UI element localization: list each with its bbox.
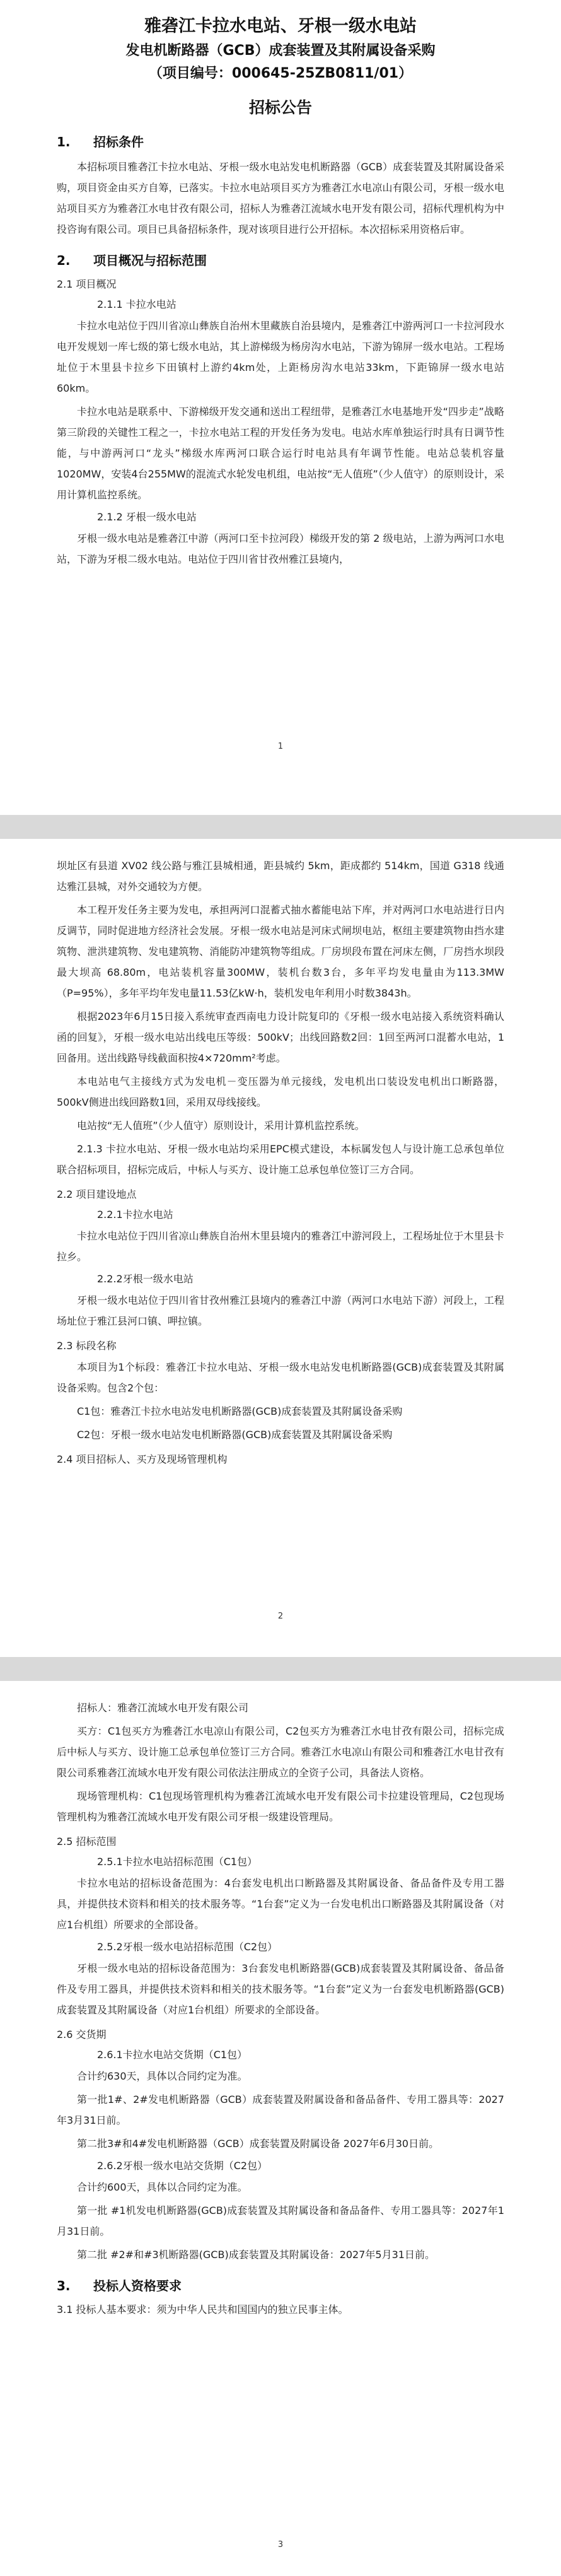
paragraph-2-5-1: 卡拉水电站的招标设备范围为：4台套发电机出口断路器及其附属设备、备品备件及专用工器具，并提供技术资料和相关的技术服务等。“1台套”定义为一台发电机出口断路器及其附属设备（对应1台机组）所要求的全部设备。 (57, 1877, 504, 1931)
page-number-2: 2 (277, 1612, 284, 1621)
subsection-2-1-1: 2.1.1 卡拉水电站 (97, 298, 176, 310)
paragraph-2-3-c2: C2包：牙根一级水电站发电机断路器(GCB)成套装置及其附属设备采购 (77, 1429, 393, 1441)
subsection-2-2: 2.2 项目建设地点 (57, 1188, 137, 1200)
subsection-2-3: 2.3 标段名称 (57, 1340, 117, 1352)
paragraph-2-1-1-b: 卡拉水电站是联系中、下游梯级开发交通和送出工程纽带，是雅砻江水电基地开发“四步走”战略第三阶段的关键性工程之一，卡拉水电站工程的开发任务为发电。电站水库单独运行时具有日调节性能，与中游两河口“龙头”梯级水库两河口联合运行时电站具有年调节性能。电站总装机容量1020MW，安装4台255MW的混流式水轮发电机组，电站按“无人值班”（少人值守）的原则设计，采用计算机监控系统。 (57, 406, 504, 501)
paragraph-2-1-1-a: 卡拉水电站位于四川省凉山彝族自治州木里藏族自治县境内，是雅砻江中游两河口一卡拉河段水电开发规划一库七级的第七级水电站，其上游梯级为杨房沟水电站，下游为锦屏一级水电站。工程场址位于木里县卡拉乡下田镇村上游约4km处，上距杨房沟水电站33km，下距锦屏一级水电站60km。 (57, 320, 504, 394)
paragraph-2-6-1-a: 合计约630天，具体以合同约定为准。 (77, 2070, 248, 2082)
paragraph-2-1-3: 2.1.3 卡拉水电站、牙根一级水电站均采用EPC模式建设，本标属发包人与设计施工总承包单位联合招标项目，招标完成后，中标人与买方、设计施工总承包单位签订三方合同。 (57, 1143, 504, 1176)
section-3-title: 投标人资格要求 (93, 2278, 182, 2293)
paragraph-2-6-2-c: 第二批 #2#和#3机断路器(GCB)成套装置及其附属设备：2027年5月31日前。 (77, 2249, 435, 2261)
subsection-2-1-2: 2.1.2 牙根一级水电站 (97, 511, 197, 523)
subsection-2-1: 2.1 项目概况 (57, 278, 117, 290)
document-page-1 (0, 0, 561, 815)
section-1-heading (57, 132, 504, 151)
paragraph-2-4-site-management: 现场管理机构：C1包现场管理机构为雅砻江流域水电开发有限公司卡拉建设管理局，C2包现场管理机构为雅砻江流域水电开发有限公司牙根一级建设管理局。 (57, 1790, 504, 1823)
paragraph-2-1-2-e: 本电站电气主接线方式为发电机－变压器为单元接线，发电机出口装设发电机出口断路器，500kV侧进出线回路数1回，采用双母线接线。 (57, 1075, 504, 1108)
project-number: （项目编号：000645-25ZB0811/01） (148, 66, 413, 81)
paragraph-2-1-2-b: 坝址区有县道 XV02 线公路与雅江县城相通，距县城约 5km，距成都约 514km，国道 G318 线通达雅江县城，对外交通较为方便。 (57, 860, 504, 893)
subsection-2-2-1: 2.2.1卡拉水电站 (97, 1209, 173, 1221)
paragraph-2-4-tenderer: 招标人：雅砻江流域水电开发有限公司 (77, 1702, 249, 1714)
document-title-line2: 发电机断路器（GCB）成套装置及其附属设备采购 (125, 43, 436, 59)
paragraph-2-2-1: 卡拉水电站位于四川省凉山彝族自治州木里县境内的雅砻江中游河段上，工程场址位于木里县卡拉乡。 (57, 1230, 504, 1263)
subsection-2-5-1: 2.5.1卡拉水电站招标范围（C1包） (97, 1856, 258, 1868)
subsection-2-4: 2.4 项目招标人、买方及现场管理机构 (57, 1453, 228, 1465)
paragraph-2-4-buyer: 买方：C1包买方为雅砻江水电凉山有限公司，C2包买方为雅砻江水电甘孜有限公司，招标完成后中标人与买方、设计施工总承包单位签订三方合同。雅砻江水电凉山有限公司和雅砻江水电甘孜有限公司系雅砻江流域水电开发有限公司依法注册成立的全资子公司，具备法人资格。 (57, 1725, 504, 1779)
section-2-number: 2. (57, 253, 71, 268)
section-1-number: 1. (57, 134, 71, 149)
paragraph-2-3-c1: C1包：雅砻江卡拉水电站发电机断路器(GCB)成套装置及其附属设备采购 (77, 1405, 403, 1417)
section-3-heading (57, 2276, 504, 2295)
subsection-2-6: 2.6 交货期 (57, 2029, 107, 2040)
paragraph-2-2-2: 牙根一级水电站位于四川省甘孜州雅江县境内的雅砻江中游（两河口水电站下游）河段上，工程场址位于雅江县河口镇、呷拉镇。 (57, 1294, 504, 1327)
paragraph-2-6-2-a: 合计约600天，具体以合同约定为准。 (77, 2181, 248, 2193)
section-1-title: 招标条件 (93, 134, 144, 149)
document-page-2 (0, 839, 561, 1657)
section-2-heading (57, 251, 504, 270)
section-2-title: 项目概况与招标范围 (93, 253, 207, 268)
page-number-1: 1 (277, 742, 284, 751)
paragraph-2-1-2-f: 电站按“无人值班”（少人值守）原则设计，采用计算机监控系统。 (77, 1120, 365, 1132)
subsection-2-6-2: 2.6.2牙根一级水电站交货期（C2包） (97, 2160, 268, 2172)
paragraph-2-1-2-d: 根据2023年6月15日接入系统审查西南电力设计院复印的《牙根一级水电站接入系统资料确认函的回复》，牙根一级水电站出线电压等级：500kV；出线回路数2回：1回至两河口混蓄水电站，1回备用。送出线路导线截面积按4×720mm²考虑。 (57, 1010, 504, 1064)
paragraph-2-6-1-c: 第二批3#和4#发电机断路器（GCB）成套装置及附属设备 2027年6月30日前。 (77, 2138, 439, 2150)
paragraph-2-6-1-b: 第一批1#、2#发电机断路器（GCB）成套装置及附属设备和备品备件、专用工器具等：2027年3月31日前。 (57, 2093, 504, 2126)
paragraph-2-6-2-b: 第一批 #1机发电机断路器(GCB)成套装置及其附属设备和备品备件、专用工器具等：2027年1月31日前。 (57, 2204, 504, 2237)
paragraph-2-3-a: 本项目为1个标段：雅砻江卡拉水电站、牙根一级水电站发电机断路器(GCB)成套装置及其附属设备采购。包含2个包： (57, 1361, 504, 1394)
subsection-2-5-2: 2.5.2牙根一级水电站招标范围（C2包） (97, 1941, 278, 1953)
page-number-3: 3 (277, 2540, 284, 2550)
subsection-2-5: 2.5 招标范围 (57, 1835, 117, 1847)
document-page-3 (0, 1681, 561, 2576)
paragraph-2-1-2-a: 牙根一级水电站是雅砻江中游（两河口至卡拉河段）梯级开发的第 2 级电站，上游为两河口水电站，下游为牙根二级水电站。电站位于四川省甘孜州雅江县境内， (57, 532, 504, 565)
subsection-2-2-2: 2.2.2牙根一级水电站 (97, 1273, 194, 1285)
subsection-3-1: 3.1 投标人基本要求：须为中华人民共和国国内的独立民事主体。 (57, 2304, 349, 2315)
section-3-number: 3. (57, 2278, 71, 2293)
document-title-line1: 雅砻江卡拉水电站、牙根一级水电站 (144, 16, 417, 36)
paragraph-2-5-2: 牙根一级水电站的招标设备范围为：3台套发电机断路器(GCB)成套装置及其附属设备、备品备件及专用工器具，并提供技术资料和相关的技术服务等。“1台套”定义为一台套发电机断路器(GCB)成套装置及其附属设备（对应1台机组）所要求的全部设备。 (57, 1962, 504, 2016)
subsection-2-6-1: 2.6.1卡拉水电站交货期（C1包） (97, 2049, 248, 2061)
paragraph-2-1-2-c: 本工程开发任务主要为发电，承担两河口混蓄式抽水蓄能电站下库，并对两河口水电站进行日内反调节，同时促进地方经济社会发展。牙根一级水电站是河床式闸坝电站，枢纽主要建筑物由挡水建筑物、泄洪建筑物、发电建筑物、消能防冲建筑物等组成。厂房坝段布置在河床左侧，厂房挡水坝段最大坝高 68.80m，电站装机容量300MW，装机台数3台，多年平均发电量由为113.3MW（P=95%），多年平均年发电量11.53亿kW·h，装机发电年利用小时数3843h。 (57, 904, 504, 999)
section-1-paragraph: 本招标项目雅砻江卡拉水电站、牙根一级水电站发电机断路器（GCB）成套装置及其附属设备采购，项目资金由买方自筹，已落实。卡拉水电站项目买方为雅砻江水电凉山有限公司，牙根一级水电站项目买方为雅砻江水电甘孜有限公司，招标人为雅砻江流域水电开发有限公司，招标代理机构为中投咨询有限公司。项目已具备招标条件，现对该项目进行公开招标。本次招标采用资格后审。 (57, 161, 504, 235)
notice-title: 招标公告 (248, 98, 312, 117)
